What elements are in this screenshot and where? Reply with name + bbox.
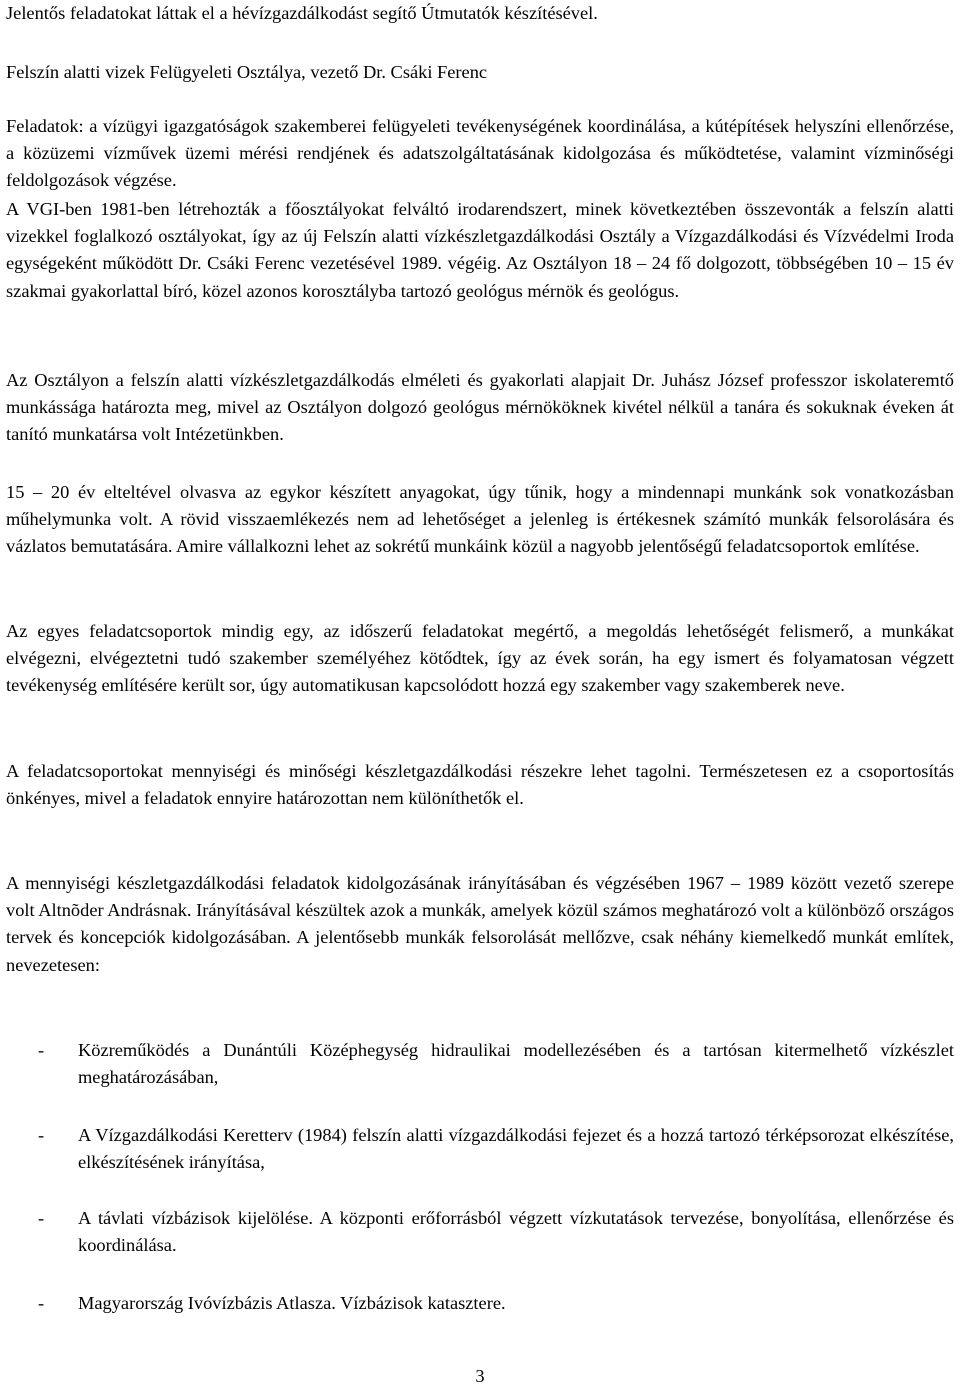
- paragraph-quantitative-management: A mennyiségi készletgazdálkodási feladatok kidolgozásának irányításában és végzésében 1967 – 1989 között vezető szerepe volt Altnõder Andrásnak. Irányításával készültek azok a munkák, amelyek közül számos meghatározó volt a különböző országos tervek és koncepciók kidolgozásában. A jelentősebb munkák felsorolását mellőzve, csak néhány kiemelkedő munkát említek, nevezetesen:: [6, 873, 954, 975]
- list-dash-marker: -: [38, 1208, 45, 1228]
- paragraph-task-groups: Az egyes feladatcsoportok mindig egy, az időszerű feladatokat megértő, a megoldás lehetőségét felismerő, a munkákat elvégezni, elvégeztetni tudó szakember személyéhez kötődtek, így az évek során, ha egy ismert és folyamatosan végzett tevékenység említésére került sor, úgy automatikusan kapcsolódott hozzá egy szakember vagy szakemberek neve.: [6, 621, 954, 696]
- list-item-text: A Vízgazdálkodási Keretterv (1984) felszín alatti vízgazdálkodási fejezet és a hozzá tartozó térképsorozat elkészítése, elkészítésének irányítása,: [78, 1125, 954, 1173]
- paragraph-retrospective: 15 – 20 év elteltével olvasva az egykor készített anyagokat, úgy tűnik, hogy a mindennapi munkánk sok vonatkozásban műhelymunka volt. A rövid visszaemlékezés nem ad lehetőséget a jelenleg is értékesnek számító munkák felsorolására és vázlatos bemutatására. Amire vállalkozni lehet az sokrétű munkáink közül a nagyobb jelentőségű feladatcsoportok említése.: [6, 482, 954, 557]
- paragraph-juhasz: Az Osztályon a felszín alatti vízkészletgazdálkodás elméleti és gyakorlati alapjait Dr. Juhász József professzor iskolateremtő munkássága határozta meg, mivel az Osztályon dolgozó geológus mérnököknek kivétel nélkül a tanára és sokuknak éveken át tanító munkatársa volt Intézetünkben.: [6, 370, 954, 445]
- list-item-text: Közreműködés a Dunántúli Középhegység hidraulikai modellezésében és a tartósan kitermelhető vízkészlet meghatározásában,: [78, 1040, 954, 1088]
- paragraph-vgi-history: A VGI-ben 1981-ben létrehozták a főosztályokat felváltó irodarendszert, minek következtében összevonták a felszín alatti vizekkel foglalkozó osztályokat, így az új Felszín alatti vízkészletgazdálkodási Osztály a Vízgazdálkodási és Vízvédelmi Iroda egységeként működött Dr. Csáki Ferenc vezetésével 1989. végéig. Az Osztályon 18 – 24 fő dolgozott, többségében 10 – 15 év szakmai gyakorlattal bíró, közel azonos korosztályba tartozó geológus mérnök és geológus.: [6, 199, 954, 301]
- page-number: 3: [475, 1366, 485, 1386]
- paragraph-tasks: Feladatok: a vízügyi igazgatóságok szakemberei felügyeleti tevékenységének koordinálása, a kútépítések helyszíni ellenőrzése, a közüzemi vízművek üzemi mérési rendjének és adatszolgáltatásának kidolgozása és működtetése, valamint vízminőségi feldolgozások végzése.: [6, 116, 954, 191]
- paragraph-department-heading: Felszín alatti vizek Felügyeleti Osztálya, vezető Dr. Csáki Ferenc: [6, 62, 488, 82]
- paragraph-classification: A feladatcsoportokat mennyiségi és minőségi készletgazdálkodási részekre lehet tagolni. Természetesen ez a csoportosítás önkényes, mivel a feladatok ennyire határozottan nem különíthetők el.: [6, 761, 954, 809]
- list-dash-marker: -: [38, 1040, 45, 1060]
- paragraph-intro-1: Jelentős feladatokat láttak el a hévízgazdálkodást segítő Útmutatók készítésével.: [6, 3, 598, 23]
- list-item-text: Magyarország Ivóvízbázis Atlasza. Vízbázisok katasztere.: [78, 1293, 506, 1313]
- list-dash-marker: -: [38, 1125, 45, 1145]
- list-dash-marker: -: [38, 1293, 45, 1313]
- list-item-text: A távlati vízbázisok kijelölése. A központi erőforrásból végzett vízkutatások tervezése, bonyolítása, ellenőrzése és koordinálása.: [78, 1208, 954, 1256]
